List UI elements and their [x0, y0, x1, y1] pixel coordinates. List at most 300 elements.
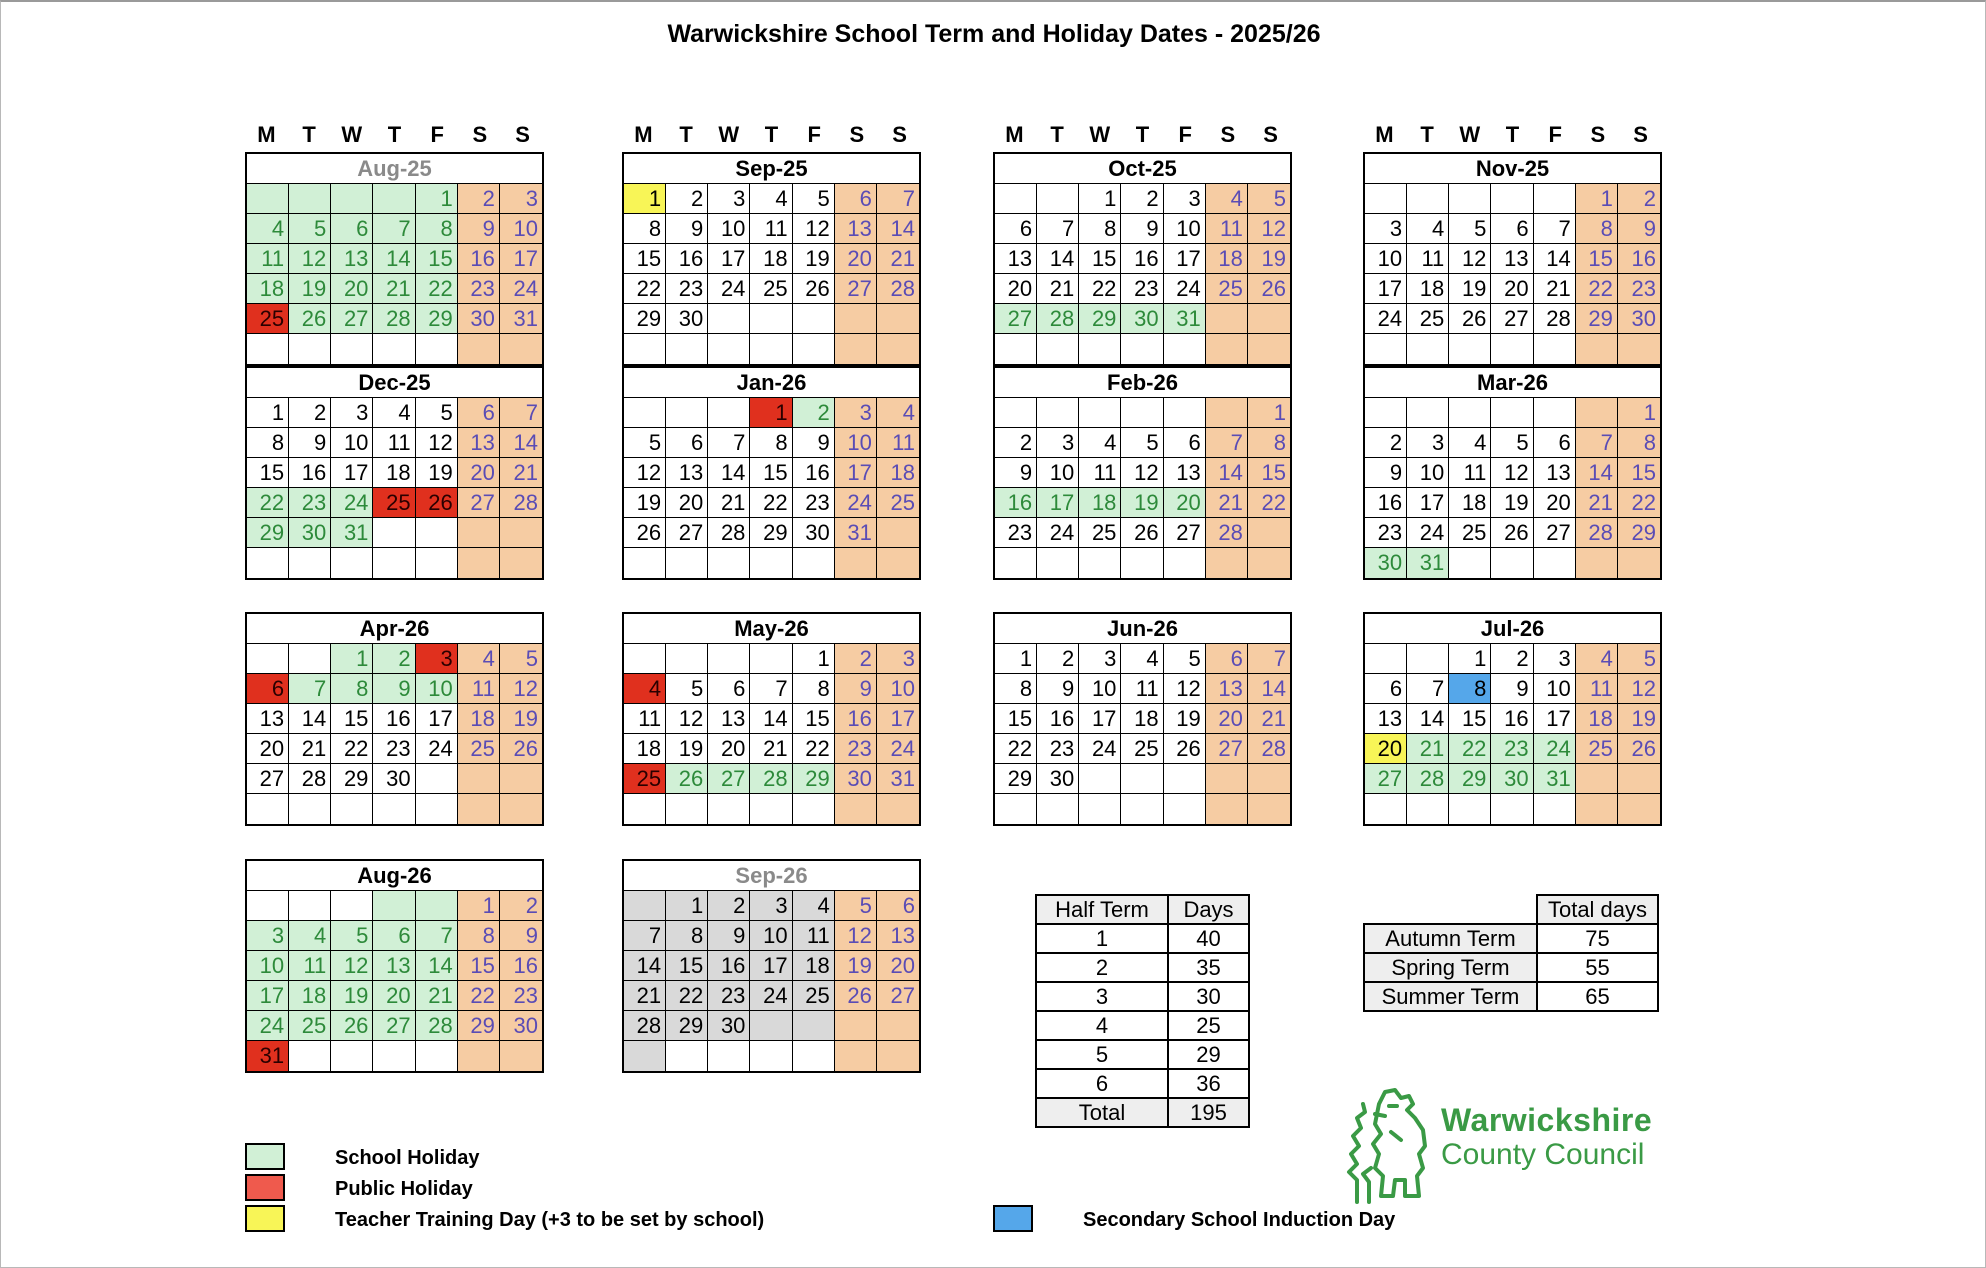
day-cell: 22 — [331, 734, 373, 764]
day-cell: 9 — [1618, 214, 1660, 244]
month-title: Aug-25 — [247, 154, 542, 184]
month-title: Apr-26 — [247, 614, 542, 644]
day-cell: 22 — [666, 981, 708, 1011]
day-cell — [416, 518, 458, 548]
day-cell: 8 — [1079, 214, 1121, 244]
day-cell: 12 — [1618, 674, 1660, 704]
day-cell — [835, 304, 877, 334]
day-cell: 14 — [289, 704, 331, 734]
day-cell: 9 — [500, 921, 542, 951]
table-row — [1036, 953, 1249, 982]
day-cell — [1618, 764, 1660, 794]
day-cell: 6 — [1206, 644, 1248, 674]
day-cell: 24 — [1164, 274, 1206, 304]
half-term-days: 36 — [1168, 1069, 1249, 1098]
day-cell: 23 — [835, 734, 877, 764]
month-calendar — [622, 120, 921, 366]
month-calendar — [622, 612, 921, 826]
day-cell — [1164, 548, 1206, 578]
day-cell: 3 — [835, 398, 877, 428]
day-cell: 1 — [995, 644, 1037, 674]
day-cell: 23 — [1618, 274, 1660, 304]
day-cell — [373, 891, 415, 921]
day-cell — [1164, 794, 1206, 824]
day-cell — [750, 304, 792, 334]
day-cell: 29 — [458, 1011, 500, 1041]
day-cell: 20 — [877, 951, 919, 981]
day-cell: 3 — [1365, 214, 1407, 244]
public-holiday-swatch — [245, 1174, 285, 1201]
day-cell: 22 — [624, 274, 666, 304]
day-cell — [1079, 398, 1121, 428]
school-holiday-label: School Holiday — [335, 1147, 480, 1169]
day-cell: 12 — [1449, 244, 1491, 274]
day-cell: 28 — [1534, 304, 1576, 334]
day-cell: 29 — [1449, 764, 1491, 794]
day-cell: 2 — [708, 891, 750, 921]
day-cell: 20 — [1206, 704, 1248, 734]
day-cell — [1449, 548, 1491, 578]
day-cell: 5 — [1121, 428, 1163, 458]
weekday-label: S — [515, 122, 530, 147]
day-cell — [416, 891, 458, 921]
day-cell: 15 — [331, 704, 373, 734]
day-cell: 30 — [1037, 764, 1079, 794]
day-cell: 12 — [624, 458, 666, 488]
day-cell — [624, 548, 666, 578]
day-cell: 8 — [416, 214, 458, 244]
day-cell — [666, 794, 708, 824]
day-cell — [331, 794, 373, 824]
day-cell — [289, 334, 331, 364]
half-term-days: 35 — [1168, 953, 1249, 982]
month-box — [993, 366, 1292, 580]
day-cell — [1248, 764, 1290, 794]
day-cell — [708, 794, 750, 824]
day-cell: 26 — [793, 274, 835, 304]
day-cell — [877, 1011, 919, 1041]
day-cell: 21 — [1576, 488, 1618, 518]
day-cell: 30 — [500, 1011, 542, 1041]
day-cell: 16 — [289, 458, 331, 488]
day-cell: 9 — [995, 458, 1037, 488]
day-cell: 9 — [666, 214, 708, 244]
half-term-number: 2 — [1036, 953, 1168, 982]
day-cell: 20 — [247, 734, 289, 764]
day-grid — [624, 184, 919, 364]
month-calendar — [1363, 120, 1662, 366]
day-cell — [1491, 398, 1533, 428]
day-cell: 4 — [877, 398, 919, 428]
day-cell: 29 — [793, 764, 835, 794]
day-cell: 7 — [750, 674, 792, 704]
day-cell — [1534, 184, 1576, 214]
day-cell: 8 — [666, 921, 708, 951]
day-cell: 13 — [1534, 458, 1576, 488]
day-cell — [1576, 794, 1618, 824]
day-cell: 17 — [1164, 244, 1206, 274]
day-cell — [1576, 548, 1618, 578]
day-cell: 25 — [1206, 274, 1248, 304]
day-cell — [624, 1041, 666, 1071]
term-name: Autumn Term — [1364, 924, 1537, 953]
day-cell: 11 — [1206, 214, 1248, 244]
month-title: Jun-26 — [995, 614, 1290, 644]
day-cell: 8 — [1618, 428, 1660, 458]
day-cell: 1 — [1618, 398, 1660, 428]
day-cell: 11 — [247, 244, 289, 274]
day-cell: 13 — [1164, 458, 1206, 488]
day-cell: 18 — [877, 458, 919, 488]
month-box — [622, 366, 921, 580]
day-cell — [331, 334, 373, 364]
day-cell — [750, 1041, 792, 1071]
day-cell: 22 — [1248, 488, 1290, 518]
day-cell: 30 — [289, 518, 331, 548]
day-cell: 12 — [331, 951, 373, 981]
day-cell: 19 — [793, 244, 835, 274]
day-cell: 8 — [624, 214, 666, 244]
day-cell: 18 — [1121, 704, 1163, 734]
day-cell: 28 — [1407, 764, 1449, 794]
days-header: Days — [1168, 895, 1249, 924]
day-cell — [995, 184, 1037, 214]
day-cell: 12 — [793, 214, 835, 244]
day-cell: 2 — [373, 644, 415, 674]
teacher-training-swatch — [245, 1205, 285, 1232]
day-cell: 2 — [1491, 644, 1533, 674]
day-cell — [1248, 304, 1290, 334]
day-cell: 4 — [624, 674, 666, 704]
day-cell: 9 — [1491, 674, 1533, 704]
half-term-number: 1 — [1036, 924, 1168, 953]
month-calendar — [993, 612, 1292, 826]
day-cell: 29 — [247, 518, 289, 548]
day-cell: 13 — [666, 458, 708, 488]
day-cell: 26 — [1449, 304, 1491, 334]
day-cell: 17 — [247, 981, 289, 1011]
day-cell: 27 — [1534, 518, 1576, 548]
day-cell: 17 — [331, 458, 373, 488]
day-cell — [750, 334, 792, 364]
day-cell — [708, 548, 750, 578]
day-cell: 20 — [1534, 488, 1576, 518]
day-cell: 27 — [708, 764, 750, 794]
day-cell: 23 — [1037, 734, 1079, 764]
day-cell: 11 — [458, 674, 500, 704]
half-term-number: 4 — [1036, 1011, 1168, 1040]
day-cell: 1 — [1576, 184, 1618, 214]
day-cell: 14 — [1576, 458, 1618, 488]
day-cell — [1206, 398, 1248, 428]
day-cell — [416, 334, 458, 364]
public-holiday-label: Public Holiday — [335, 1178, 473, 1200]
day-cell — [1618, 794, 1660, 824]
day-cell: 16 — [500, 951, 542, 981]
day-cell: 2 — [289, 398, 331, 428]
day-cell: 2 — [1365, 428, 1407, 458]
day-cell: 22 — [458, 981, 500, 1011]
day-cell: 29 — [1079, 304, 1121, 334]
day-cell — [1121, 398, 1163, 428]
day-cell: 3 — [1407, 428, 1449, 458]
day-cell: 14 — [877, 214, 919, 244]
day-grid — [1365, 184, 1660, 364]
day-cell: 10 — [750, 921, 792, 951]
day-cell — [1449, 794, 1491, 824]
day-cell: 6 — [877, 891, 919, 921]
day-cell — [289, 1041, 331, 1071]
day-cell — [331, 184, 373, 214]
day-cell: 12 — [1164, 674, 1206, 704]
day-cell — [1206, 548, 1248, 578]
day-cell: 27 — [247, 764, 289, 794]
day-cell: 9 — [1365, 458, 1407, 488]
day-cell: 14 — [624, 951, 666, 981]
day-cell: 25 — [1449, 518, 1491, 548]
total-days-header: Total days — [1537, 895, 1658, 924]
day-cell: 19 — [1248, 244, 1290, 274]
month-title: Aug-26 — [247, 861, 542, 891]
day-cell: 31 — [247, 1041, 289, 1071]
weekday-label: T — [1420, 122, 1434, 147]
day-cell: 14 — [708, 458, 750, 488]
day-grid — [624, 644, 919, 824]
half-term-number: 3 — [1036, 982, 1168, 1011]
day-cell: 7 — [416, 921, 458, 951]
day-cell: 10 — [1534, 674, 1576, 704]
day-cell: 28 — [416, 1011, 458, 1041]
day-cell: 25 — [373, 488, 415, 518]
half-term-days: 40 — [1168, 924, 1249, 953]
day-cell: 6 — [995, 214, 1037, 244]
day-cell — [416, 548, 458, 578]
day-cell: 2 — [666, 184, 708, 214]
day-cell — [500, 1041, 542, 1071]
day-cell — [1079, 794, 1121, 824]
weekday-label: T — [1505, 122, 1520, 147]
day-cell: 31 — [1534, 764, 1576, 794]
day-cell: 23 — [500, 981, 542, 1011]
day-cell — [373, 518, 415, 548]
day-cell — [1491, 794, 1533, 824]
day-cell: 9 — [1121, 214, 1163, 244]
day-cell: 14 — [1206, 458, 1248, 488]
month-title: May-26 — [624, 614, 919, 644]
day-cell: 19 — [624, 488, 666, 518]
day-cell: 26 — [1248, 274, 1290, 304]
day-cell: 27 — [331, 304, 373, 334]
day-cell: 13 — [877, 921, 919, 951]
weekday-label: F — [807, 122, 821, 147]
day-cell: 6 — [708, 674, 750, 704]
day-cell: 9 — [1037, 674, 1079, 704]
day-cell: 4 — [1576, 644, 1618, 674]
day-cell — [624, 334, 666, 364]
day-cell: 30 — [373, 764, 415, 794]
day-cell — [1037, 548, 1079, 578]
day-cell — [1079, 764, 1121, 794]
day-cell: 26 — [666, 764, 708, 794]
day-cell: 21 — [289, 734, 331, 764]
day-cell — [331, 1041, 373, 1071]
day-cell: 20 — [373, 981, 415, 1011]
day-cell — [666, 548, 708, 578]
day-cell: 13 — [1491, 244, 1533, 274]
month-box — [622, 612, 921, 826]
month-title: Dec-25 — [247, 368, 542, 398]
month-title: Nov-25 — [1365, 154, 1660, 184]
day-cell: 4 — [1407, 214, 1449, 244]
day-cell: 6 — [247, 674, 289, 704]
day-cell — [793, 334, 835, 364]
day-cell: 13 — [1206, 674, 1248, 704]
day-cell: 20 — [1491, 274, 1533, 304]
day-cell: 21 — [1407, 734, 1449, 764]
day-cell: 16 — [835, 704, 877, 734]
day-cell: 3 — [1037, 428, 1079, 458]
day-cell: 19 — [331, 981, 373, 1011]
day-cell: 29 — [331, 764, 373, 794]
day-cell — [1121, 334, 1163, 364]
day-cell — [793, 304, 835, 334]
day-cell — [666, 1041, 708, 1071]
day-cell: 13 — [1365, 704, 1407, 734]
month-box — [1363, 152, 1662, 366]
weekday-label: T — [679, 122, 693, 147]
table-row — [1036, 982, 1249, 1011]
day-cell: 18 — [373, 458, 415, 488]
induction-day-swatch — [993, 1205, 1033, 1232]
day-cell: 13 — [331, 244, 373, 274]
half-term-days: 30 — [1168, 982, 1249, 1011]
day-cell: 4 — [750, 184, 792, 214]
day-cell: 5 — [500, 644, 542, 674]
day-cell: 13 — [247, 704, 289, 734]
day-cell: 14 — [750, 704, 792, 734]
day-cell: 28 — [289, 764, 331, 794]
day-cell: 29 — [624, 304, 666, 334]
day-cell: 4 — [793, 891, 835, 921]
day-cell: 20 — [458, 458, 500, 488]
day-cell: 24 — [1037, 518, 1079, 548]
day-cell: 26 — [1618, 734, 1660, 764]
day-cell: 11 — [624, 704, 666, 734]
day-cell — [750, 1011, 792, 1041]
day-cell: 1 — [1449, 644, 1491, 674]
day-cell: 28 — [1576, 518, 1618, 548]
day-cell: 1 — [793, 644, 835, 674]
month-title: Sep-26 — [624, 861, 919, 891]
day-cell: 14 — [416, 951, 458, 981]
day-cell: 21 — [1248, 704, 1290, 734]
day-cell: 28 — [877, 274, 919, 304]
term-days: 75 — [1537, 924, 1658, 953]
day-cell: 29 — [995, 764, 1037, 794]
day-cell: 17 — [835, 458, 877, 488]
blank-cell — [1364, 895, 1537, 924]
table-row — [1364, 924, 1658, 953]
day-cell — [1121, 764, 1163, 794]
day-cell — [500, 548, 542, 578]
day-grid — [1365, 398, 1660, 578]
day-cell — [247, 891, 289, 921]
day-cell: 9 — [373, 674, 415, 704]
table-row — [1036, 1069, 1249, 1098]
day-cell: 7 — [373, 214, 415, 244]
day-cell: 26 — [1164, 734, 1206, 764]
day-cell: 16 — [666, 244, 708, 274]
day-cell: 23 — [666, 274, 708, 304]
table-row — [1364, 953, 1658, 982]
day-grid — [995, 398, 1290, 578]
day-cell: 13 — [708, 704, 750, 734]
weekday-label: W — [1089, 122, 1111, 147]
day-cell: 30 — [458, 304, 500, 334]
day-cell — [416, 1041, 458, 1071]
day-cell — [708, 644, 750, 674]
day-cell: 17 — [500, 244, 542, 274]
day-cell: 28 — [500, 488, 542, 518]
day-cell: 18 — [1079, 488, 1121, 518]
weekday-label: T — [1135, 122, 1150, 147]
table-row — [1036, 1011, 1249, 1040]
day-cell: 15 — [995, 704, 1037, 734]
day-cell: 6 — [1164, 428, 1206, 458]
day-cell: 6 — [331, 214, 373, 244]
day-cell: 15 — [624, 244, 666, 274]
day-cell: 28 — [1037, 304, 1079, 334]
day-cell: 15 — [458, 951, 500, 981]
day-cell: 8 — [1248, 428, 1290, 458]
day-cell: 23 — [995, 518, 1037, 548]
day-cell — [373, 548, 415, 578]
day-cell: 8 — [1449, 674, 1491, 704]
day-cell: 13 — [995, 244, 1037, 274]
month-title: Mar-26 — [1365, 368, 1660, 398]
term-totals-header-row — [1364, 895, 1658, 924]
half-term-header: Half Term — [1036, 895, 1168, 924]
day-cell: 26 — [331, 1011, 373, 1041]
day-cell: 29 — [416, 304, 458, 334]
day-cell: 18 — [1449, 488, 1491, 518]
day-cell: 18 — [1206, 244, 1248, 274]
day-cell — [793, 1011, 835, 1041]
day-cell: 31 — [1164, 304, 1206, 334]
day-cell: 30 — [1121, 304, 1163, 334]
weekday-label: S — [472, 122, 488, 147]
half-term-number: 5 — [1036, 1040, 1168, 1069]
weekday-label: F — [1548, 122, 1562, 147]
day-cell: 19 — [1449, 274, 1491, 304]
day-cell: 11 — [1576, 674, 1618, 704]
day-cell: 24 — [1079, 734, 1121, 764]
month-calendar — [622, 366, 921, 580]
day-cell: 12 — [1248, 214, 1290, 244]
day-cell — [624, 794, 666, 824]
day-cell — [1365, 334, 1407, 364]
day-cell: 15 — [1248, 458, 1290, 488]
day-cell — [624, 644, 666, 674]
day-cell: 3 — [500, 184, 542, 214]
day-cell: 15 — [247, 458, 289, 488]
weekday-header — [993, 120, 1292, 150]
day-cell: 21 — [416, 981, 458, 1011]
day-cell: 5 — [416, 398, 458, 428]
bear-and-ragged-staff-icon — [1339, 1084, 1439, 1206]
day-cell — [458, 764, 500, 794]
day-cell: 16 — [708, 951, 750, 981]
